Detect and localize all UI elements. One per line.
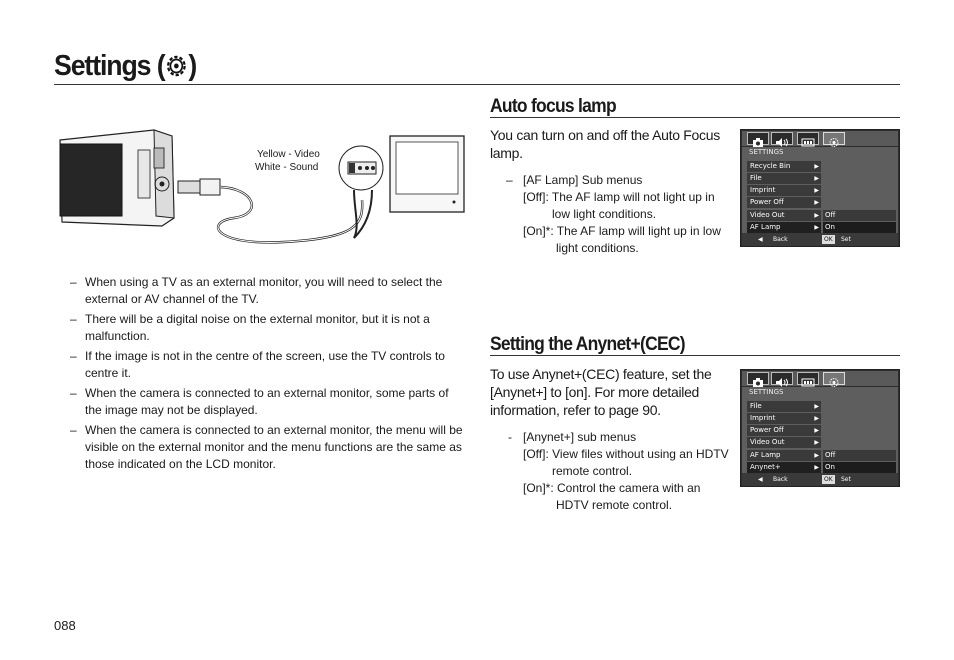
af-sub-dash: – (506, 173, 513, 187)
back-arrow-icon[interactable]: ◀ (758, 476, 763, 483)
notes-list (70, 274, 465, 476)
menu-item-selected[interactable] (747, 462, 821, 473)
menu-arrow-icon: ▶ (814, 427, 819, 434)
note-dash: – (70, 423, 77, 437)
note-dash: – (70, 275, 77, 289)
af-off-line1: [Off]: The AF lamp will not light up in (523, 190, 715, 204)
sound-icon (771, 132, 793, 145)
menu-item[interactable] (747, 401, 821, 412)
menu-arrow-icon: ▶ (814, 439, 819, 446)
cec-on-line1: [On]*: Control the camera with an (523, 481, 701, 495)
screen-tabs (742, 131, 898, 146)
menu-arrow-icon: ▶ (814, 187, 819, 194)
menu-item-label: AF Lamp (750, 451, 781, 459)
menu-item-label: AF Lamp (750, 223, 781, 231)
note-item (70, 348, 465, 382)
cec-off-line2: remote control. (552, 464, 633, 478)
af-on-line2: light conditions. (556, 241, 639, 255)
note-dash: – (70, 312, 77, 326)
option-on[interactable]: On (823, 462, 896, 473)
display-icon (797, 132, 819, 145)
av-plug (178, 179, 220, 195)
menu-item-label: Imprint (750, 186, 776, 194)
yellow-video-label: Yellow - Video (257, 149, 320, 160)
note-text: There will be a digital noise on the external monitor, but it is not a malfunction. (85, 312, 430, 343)
camera-icon (747, 372, 769, 385)
note-text: If the image is not in the centre of the screen, use the TV controls to centre it. (85, 349, 445, 380)
af-sub-head: [AF Lamp] Sub menus (523, 173, 643, 187)
note-item (70, 422, 465, 473)
ok-button[interactable]: OK (824, 236, 833, 243)
cec-sub-menus (490, 429, 740, 514)
page-title-text: Settings ( (54, 50, 165, 82)
menu-arrow-icon: ▶ (814, 163, 819, 170)
menu-arrow-icon: ▶ (814, 464, 819, 471)
white-sound-label: White - Sound (255, 162, 319, 173)
tv-connection-illustration (54, 126, 474, 256)
af-sub-menus (490, 172, 740, 257)
camera-tv-diagram (54, 126, 474, 256)
camera-icon (60, 130, 174, 226)
menu-item[interactable] (747, 161, 821, 172)
menu-item-label: File (750, 174, 762, 182)
screen-header: SETTINGS (749, 388, 784, 396)
display-icon (797, 372, 819, 385)
screen-tabs (742, 371, 898, 386)
note-dash: – (70, 386, 77, 400)
menu-arrow-icon: ▶ (814, 212, 819, 219)
af-on-line1: [On]*: The AF lamp will light up in low (523, 224, 721, 238)
screen-body (742, 147, 898, 233)
back-label: Back (773, 476, 788, 483)
back-arrow-icon[interactable]: ◀ (758, 236, 763, 243)
menu-item-label: Recycle Bin (750, 162, 791, 170)
af-section-title: Auto focus lamp (490, 96, 616, 117)
menu-item[interactable] (747, 413, 821, 424)
screen-body (742, 387, 898, 473)
menu-item-label: Power Off (750, 198, 784, 206)
menu-item[interactable] (747, 173, 821, 184)
gear-icon (165, 53, 189, 79)
settings-icon (823, 372, 845, 385)
menu-arrow-icon: ▶ (814, 175, 819, 182)
title-divider (54, 84, 900, 85)
cec-off-line1: [Off]: View files without using an HDTV (523, 447, 729, 461)
note-item (70, 385, 465, 419)
yellow-lead (354, 190, 357, 238)
af-intro: You can turn on and off the Auto Focus lamp. (490, 127, 720, 161)
menu-arrow-icon: ▶ (814, 199, 819, 206)
option-off[interactable]: Off (823, 450, 896, 461)
back-label: Back (773, 236, 788, 243)
page-title (54, 50, 196, 83)
menu-arrow-icon: ▶ (814, 224, 819, 231)
cec-sub-head: [Anynet+] sub menus (523, 430, 637, 444)
screen-footer (742, 473, 898, 486)
menu-item-label: Anynet+ (750, 463, 781, 471)
note-text: When the camera is connected to an external monitor, the menu will be visible on the external monitor and the menu functions are the same as those indicated on the LCD monitor. (85, 423, 463, 471)
magnified-socket (339, 146, 383, 190)
menu-item-label: File (750, 402, 762, 410)
set-label: Set (841, 236, 851, 243)
af-section-divider (490, 117, 900, 118)
option-off[interactable]: Off (823, 210, 896, 221)
cec-section-divider (490, 355, 900, 356)
page-title-close: ) (188, 50, 197, 82)
camera-icon (747, 132, 769, 145)
menu-arrow-icon: ▶ (814, 403, 819, 410)
menu-item-label: Video Out (750, 438, 785, 446)
cec-intro: To use Anynet+(CEC) feature, set the [Anynet+] to [on]. For more detailed information, refer to page 90. (490, 366, 712, 418)
menu-item-label: Imprint (750, 414, 776, 422)
menu-item[interactable] (747, 437, 821, 448)
page-number: 088 (54, 618, 76, 633)
menu-item[interactable] (747, 425, 821, 436)
screen-footer (742, 233, 898, 246)
note-dash: – (70, 349, 77, 363)
menu-item-label: Video Out (750, 211, 785, 219)
menu-item[interactable] (747, 197, 821, 208)
ok-button[interactable]: OK (824, 476, 833, 483)
menu-item[interactable] (747, 185, 821, 196)
option-on[interactable]: On (823, 222, 896, 233)
screen-header: SETTINGS (749, 148, 784, 156)
sound-icon (771, 372, 793, 385)
note-text: When the camera is connected to an external monitor, some parts of the image may not be displayed. (85, 386, 449, 417)
menu-item-label: Power Off (750, 426, 784, 434)
menu-arrow-icon: ▶ (814, 452, 819, 459)
note-item (70, 311, 465, 345)
note-text: When using a TV as an external monitor, you will need to select the external or AV channel of the TV. (85, 275, 443, 306)
settings-icon (823, 132, 845, 145)
menu-arrow-icon: ▶ (814, 415, 819, 422)
menu-item-selected[interactable] (747, 222, 821, 233)
av-cable (218, 187, 362, 242)
cec-section-title: Setting the Anynet+(CEC) (490, 334, 685, 355)
menu-item[interactable] (747, 210, 821, 221)
tv-icon (390, 136, 464, 212)
cec-on-line2: HDTV remote control. (556, 498, 673, 512)
cec-sub-dash: - (508, 430, 512, 444)
af-off-line2: low light conditions. (552, 207, 657, 221)
anynet-screen (740, 369, 900, 487)
menu-item[interactable] (747, 450, 821, 461)
set-label: Set (841, 476, 851, 483)
af-lamp-screen (740, 129, 900, 247)
note-item (70, 274, 465, 308)
